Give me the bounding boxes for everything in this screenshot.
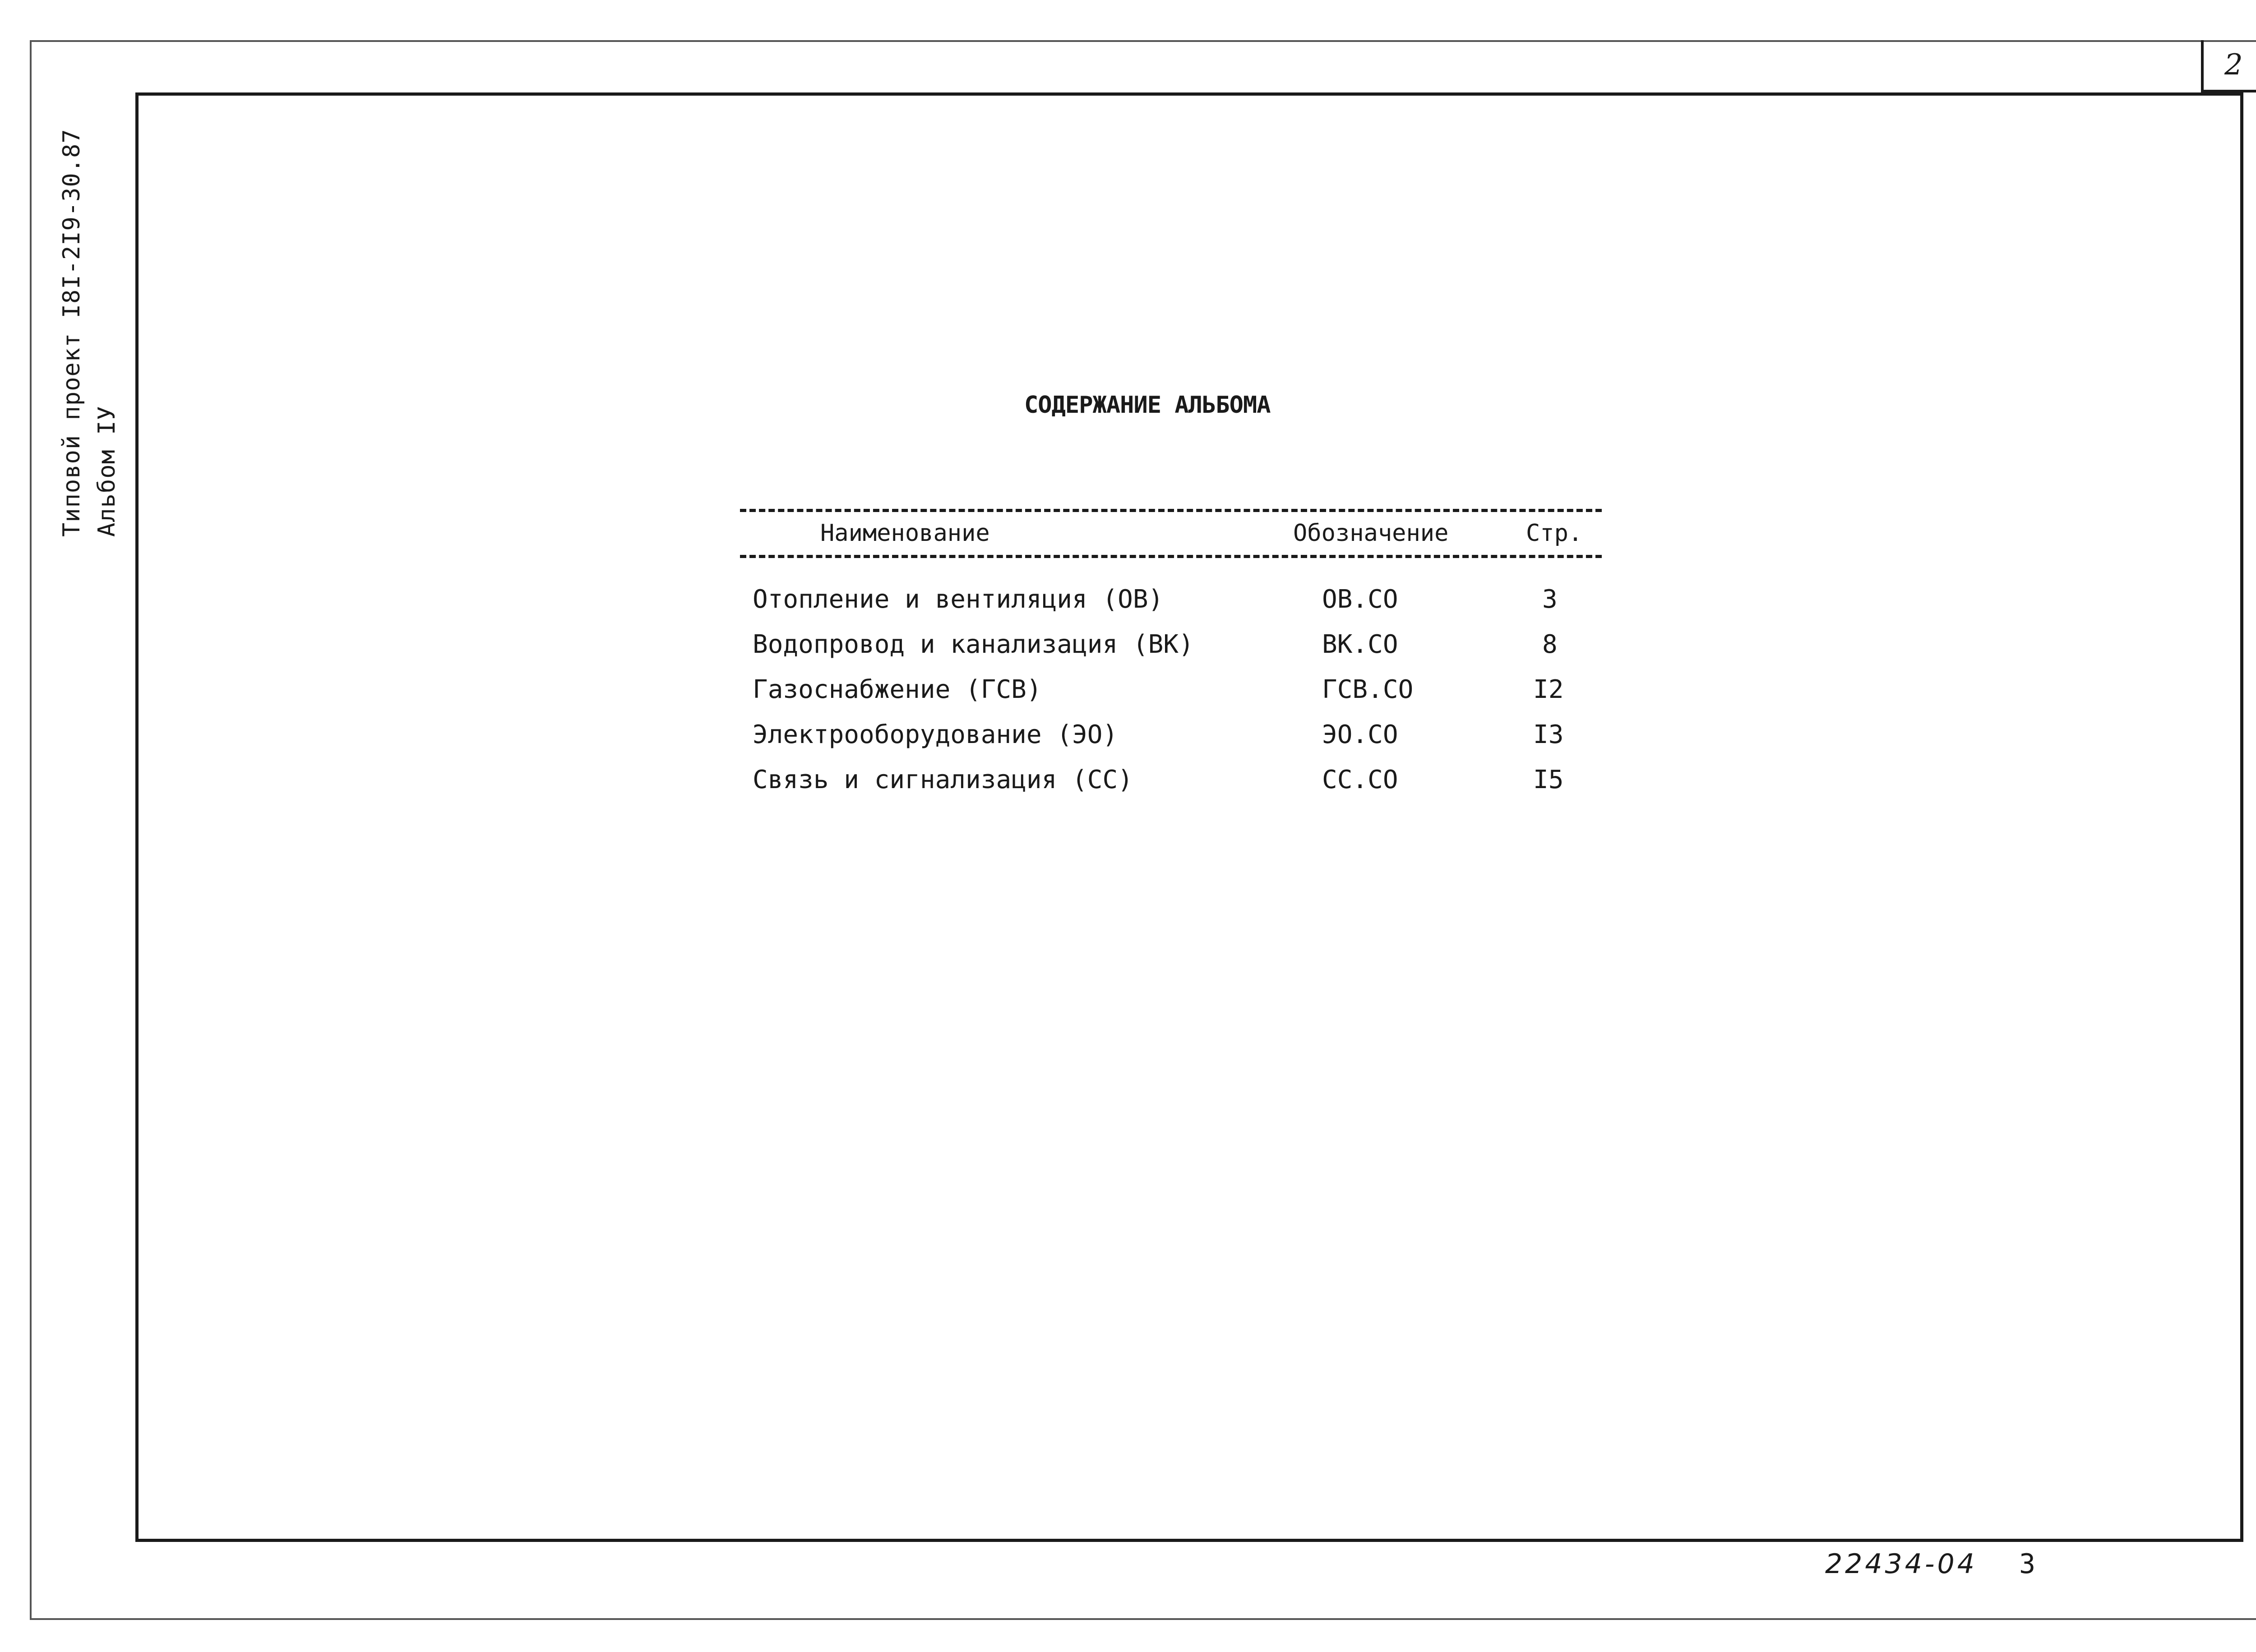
row-page: I5 [1533,765,1564,794]
row-designation: ОВ.СО [1322,585,1398,614]
row-page: 3 [1542,585,1558,614]
header-name: Наименование [820,520,990,547]
row-name: Электрооборудование (ЭО) [753,720,1118,749]
header-designation: Обозначение [1293,520,1449,547]
row-designation: ГСВ.СО [1322,675,1414,704]
row-page: I2 [1533,675,1564,704]
side-stamp-project: Типовой проект I8I-2I9-30.87 [58,129,85,537]
row-name: Отопление и вентиляция (ОВ) [753,585,1164,614]
row-designation: СС.СО [1322,765,1398,794]
row-name: Водопровод и канализация (ВК) [753,630,1194,659]
row-page: I3 [1533,720,1564,749]
side-stamp-album: Альбом IУ [93,406,120,537]
footer-code: 22434-04 [1825,1548,1977,1580]
row-name: Связь и сигнализация (СС) [753,765,1133,794]
row-designation: ЭО.СО [1322,720,1398,749]
row-designation: ВК.СО [1322,630,1398,659]
page-title: СОДЕРЖАНИЕ АЛЬБОМА [1024,392,1271,419]
header-page: Стр. [1526,520,1583,547]
sheet-number: 2 [2224,48,2243,82]
table-header-rule [740,555,1602,558]
table-top-rule [740,509,1602,512]
row-name: Газоснабжение (ГСВ) [753,675,1042,704]
row-page: 8 [1542,630,1558,659]
drawing-frame [135,92,2243,1542]
footer-page-number: 3 [2019,1548,2036,1580]
side-stamp [54,129,125,537]
